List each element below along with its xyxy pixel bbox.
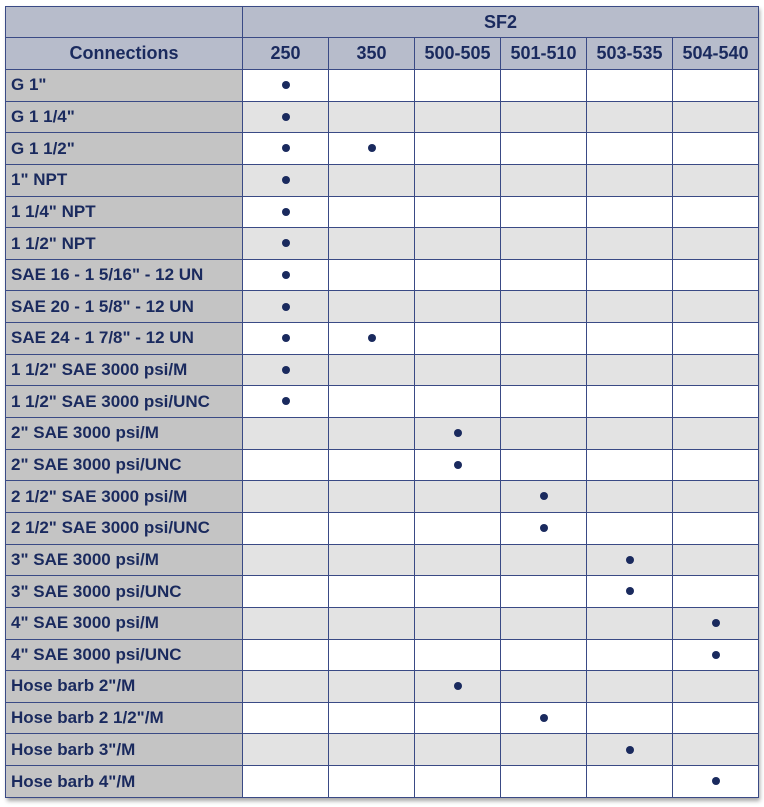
table-cell-250 xyxy=(243,323,329,355)
table-cell-350 xyxy=(329,101,415,133)
row-label: 3" SAE 3000 psi/M xyxy=(6,544,243,576)
table-cell-504-540 xyxy=(673,196,759,228)
availability-dot-icon xyxy=(282,397,290,405)
table-cell-250 xyxy=(243,418,329,450)
table-body xyxy=(6,70,759,798)
table-cell-503-535 xyxy=(587,133,673,165)
table-cell-350 xyxy=(329,164,415,196)
table-cell-350 xyxy=(329,259,415,291)
row-label: 1 1/2" SAE 3000 psi/UNC xyxy=(6,386,243,418)
table-cell-504-540 xyxy=(673,323,759,355)
column-header-503-535: 503-535 xyxy=(587,38,673,70)
row-label: 1 1/2" SAE 3000 psi/M xyxy=(6,354,243,386)
table-row xyxy=(6,101,759,133)
table-cell-503-535 xyxy=(587,418,673,450)
table-cell-504-540 xyxy=(673,639,759,671)
table-row xyxy=(6,702,759,734)
table-cell-350 xyxy=(329,70,415,102)
table-cell-501-510 xyxy=(501,133,587,165)
table-cell-250 xyxy=(243,576,329,608)
table-cell-501-510 xyxy=(501,512,587,544)
table-cell-350 xyxy=(329,671,415,703)
table-cell-501-510 xyxy=(501,607,587,639)
availability-dot-icon xyxy=(282,366,290,374)
table-row xyxy=(6,449,759,481)
table-cell-504-540 xyxy=(673,259,759,291)
table-cell-250 xyxy=(243,164,329,196)
availability-dot-icon xyxy=(282,271,290,279)
table-cell-350 xyxy=(329,354,415,386)
table-cell-501-510 xyxy=(501,228,587,260)
table-cell-350 xyxy=(329,418,415,450)
table-row xyxy=(6,607,759,639)
table-cell-500-505 xyxy=(415,607,501,639)
table-cell-500-505 xyxy=(415,639,501,671)
table-cell-500-505 xyxy=(415,544,501,576)
table-cell-503-535 xyxy=(587,101,673,133)
table-cell-501-510 xyxy=(501,639,587,671)
availability-dot-icon xyxy=(282,113,290,121)
availability-dot-icon xyxy=(540,492,548,500)
table-row xyxy=(6,133,759,165)
table-cell-350 xyxy=(329,386,415,418)
table-cell-500-505 xyxy=(415,291,501,323)
availability-dot-icon xyxy=(368,144,376,152)
table-cell-504-540 xyxy=(673,133,759,165)
table-cell-350 xyxy=(329,734,415,766)
row-label: 4" SAE 3000 psi/UNC xyxy=(6,639,243,671)
availability-dot-icon xyxy=(626,587,634,595)
table-cell-350 xyxy=(329,607,415,639)
table-cell-504-540 xyxy=(673,101,759,133)
table-cell-501-510 xyxy=(501,291,587,323)
table-cell-504-540 xyxy=(673,164,759,196)
table-cell-500-505 xyxy=(415,386,501,418)
row-label: SAE 20 - 1 5/8" - 12 UN xyxy=(6,291,243,323)
availability-dot-icon xyxy=(454,461,462,469)
table-cell-250 xyxy=(243,734,329,766)
table-cell-503-535 xyxy=(587,259,673,291)
group-header-row xyxy=(6,7,759,38)
table-cell-350 xyxy=(329,291,415,323)
table-cell-500-505 xyxy=(415,101,501,133)
table-row xyxy=(6,291,759,323)
table-cell-350 xyxy=(329,576,415,608)
table-cell-501-510 xyxy=(501,164,587,196)
row-label: Hose barb 3"/M xyxy=(6,734,243,766)
table-cell-503-535 xyxy=(587,512,673,544)
table-row xyxy=(6,512,759,544)
table-row xyxy=(6,544,759,576)
row-label: 2" SAE 3000 psi/UNC xyxy=(6,449,243,481)
table-cell-501-510 xyxy=(501,481,587,513)
availability-dot-icon xyxy=(712,619,720,627)
table-cell-503-535 xyxy=(587,354,673,386)
availability-dot-icon xyxy=(626,746,634,754)
table-cell-250 xyxy=(243,481,329,513)
table-cell-500-505 xyxy=(415,671,501,703)
table-row xyxy=(6,323,759,355)
table-row xyxy=(6,386,759,418)
table-cell-250 xyxy=(243,354,329,386)
table-cell-500-505 xyxy=(415,228,501,260)
table-cell-504-540 xyxy=(673,354,759,386)
table-cell-500-505 xyxy=(415,196,501,228)
table-cell-501-510 xyxy=(501,259,587,291)
table-cell-250 xyxy=(243,639,329,671)
table-row xyxy=(6,354,759,386)
table-cell-250 xyxy=(243,386,329,418)
table-cell-503-535 xyxy=(587,481,673,513)
column-header-row xyxy=(6,38,759,70)
table-cell-504-540 xyxy=(673,766,759,798)
column-header-501-510: 501-510 xyxy=(501,38,587,70)
table-cell-500-505 xyxy=(415,702,501,734)
table-cell-503-535 xyxy=(587,734,673,766)
row-label: 1 1/4" NPT xyxy=(6,196,243,228)
table-cell-500-505 xyxy=(415,70,501,102)
table-row xyxy=(6,70,759,102)
table-cell-504-540 xyxy=(673,512,759,544)
table-row xyxy=(6,259,759,291)
availability-dot-icon xyxy=(454,429,462,437)
table-cell-501-510 xyxy=(501,323,587,355)
table-cell-503-535 xyxy=(587,291,673,323)
availability-dot-icon xyxy=(282,334,290,342)
table-cell-250 xyxy=(243,228,329,260)
table-row xyxy=(6,481,759,513)
table-cell-500-505 xyxy=(415,418,501,450)
table-cell-504-540 xyxy=(673,671,759,703)
column-header-250: 250 xyxy=(243,38,329,70)
table-cell-250 xyxy=(243,196,329,228)
table-row xyxy=(6,164,759,196)
table-cell-500-505 xyxy=(415,449,501,481)
table-cell-503-535 xyxy=(587,386,673,418)
row-label: 4" SAE 3000 psi/M xyxy=(6,607,243,639)
table-cell-503-535 xyxy=(587,228,673,260)
table-cell-504-540 xyxy=(673,70,759,102)
table-cell-503-535 xyxy=(587,70,673,102)
row-label: 2 1/2" SAE 3000 psi/UNC xyxy=(6,512,243,544)
table-cell-501-510 xyxy=(501,70,587,102)
table-cell-500-505 xyxy=(415,734,501,766)
table-cell-501-510 xyxy=(501,101,587,133)
table-cell-250 xyxy=(243,291,329,323)
table-cell-250 xyxy=(243,607,329,639)
availability-dot-icon xyxy=(454,682,462,690)
column-header-350: 350 xyxy=(329,38,415,70)
row-label: SAE 24 - 1 7/8" - 12 UN xyxy=(6,323,243,355)
table-cell-250 xyxy=(243,449,329,481)
group-header-sf2: SF2 xyxy=(243,7,759,38)
table-cell-503-535 xyxy=(587,544,673,576)
table-cell-504-540 xyxy=(673,449,759,481)
table-row xyxy=(6,196,759,228)
table-cell-503-535 xyxy=(587,576,673,608)
group-header-blank xyxy=(6,7,243,38)
row-label: Hose barb 2"/M xyxy=(6,671,243,703)
table-cell-504-540 xyxy=(673,734,759,766)
column-header-500-505: 500-505 xyxy=(415,38,501,70)
table-cell-504-540 xyxy=(673,544,759,576)
availability-dot-icon xyxy=(282,176,290,184)
availability-dot-icon xyxy=(626,556,634,564)
availability-dot-icon xyxy=(712,651,720,659)
table-cell-504-540 xyxy=(673,702,759,734)
table-cell-350 xyxy=(329,323,415,355)
table-cell-504-540 xyxy=(673,576,759,608)
row-label: G 1" xyxy=(6,70,243,102)
table-cell-504-540 xyxy=(673,481,759,513)
row-label: Hose barb 4"/M xyxy=(6,766,243,798)
table-cell-500-505 xyxy=(415,164,501,196)
availability-dot-icon xyxy=(282,208,290,216)
table-cell-250 xyxy=(243,512,329,544)
table-cell-504-540 xyxy=(673,228,759,260)
availability-dot-icon xyxy=(282,303,290,311)
table-cell-350 xyxy=(329,544,415,576)
table-cell-503-535 xyxy=(587,323,673,355)
table-cell-503-535 xyxy=(587,449,673,481)
table-cell-350 xyxy=(329,512,415,544)
table-cell-500-505 xyxy=(415,481,501,513)
table-cell-503-535 xyxy=(587,639,673,671)
column-header-connections: Connections xyxy=(6,38,243,70)
table-cell-500-505 xyxy=(415,323,501,355)
table-cell-350 xyxy=(329,133,415,165)
table-cell-350 xyxy=(329,449,415,481)
table-cell-501-510 xyxy=(501,576,587,608)
table-cell-350 xyxy=(329,228,415,260)
availability-dot-icon xyxy=(368,334,376,342)
table-row xyxy=(6,576,759,608)
table-cell-500-505 xyxy=(415,576,501,608)
table-cell-504-540 xyxy=(673,418,759,450)
table-cell-350 xyxy=(329,702,415,734)
table-cell-500-505 xyxy=(415,133,501,165)
row-label: G 1 1/4" xyxy=(6,101,243,133)
table-cell-501-510 xyxy=(501,354,587,386)
table-row xyxy=(6,639,759,671)
table-cell-503-535 xyxy=(587,671,673,703)
table-cell-504-540 xyxy=(673,607,759,639)
availability-dot-icon xyxy=(282,144,290,152)
row-label: SAE 16 - 1 5/16" - 12 UN xyxy=(6,259,243,291)
table-cell-350 xyxy=(329,639,415,671)
availability-dot-icon xyxy=(282,239,290,247)
table-cell-501-510 xyxy=(501,196,587,228)
table-cell-501-510 xyxy=(501,671,587,703)
table-cell-503-535 xyxy=(587,702,673,734)
table-cell-250 xyxy=(243,544,329,576)
table-cell-250 xyxy=(243,70,329,102)
table-cell-250 xyxy=(243,702,329,734)
row-label: G 1 1/2" xyxy=(6,133,243,165)
availability-dot-icon xyxy=(540,524,548,532)
table-row xyxy=(6,766,759,798)
availability-dot-icon xyxy=(712,777,720,785)
table-cell-250 xyxy=(243,671,329,703)
table-cell-250 xyxy=(243,259,329,291)
table-cell-250 xyxy=(243,766,329,798)
row-label: 3" SAE 3000 psi/UNC xyxy=(6,576,243,608)
table-cell-500-505 xyxy=(415,354,501,386)
table-cell-503-535 xyxy=(587,607,673,639)
table-cell-350 xyxy=(329,766,415,798)
table-cell-504-540 xyxy=(673,291,759,323)
connections-table xyxy=(5,6,759,798)
table-cell-503-535 xyxy=(587,766,673,798)
row-label: 1" NPT xyxy=(6,164,243,196)
row-label: 2" SAE 3000 psi/M xyxy=(6,418,243,450)
connections-table-container xyxy=(5,6,758,798)
row-label: 1 1/2" NPT xyxy=(6,228,243,260)
table-cell-250 xyxy=(243,101,329,133)
table-cell-503-535 xyxy=(587,196,673,228)
table-cell-350 xyxy=(329,196,415,228)
row-label: Hose barb 2 1/2"/M xyxy=(6,702,243,734)
table-row xyxy=(6,228,759,260)
table-row xyxy=(6,418,759,450)
table-row xyxy=(6,671,759,703)
availability-dot-icon xyxy=(282,81,290,89)
table-cell-250 xyxy=(243,133,329,165)
row-label: 2 1/2" SAE 3000 psi/M xyxy=(6,481,243,513)
column-header-504-540: 504-540 xyxy=(673,38,759,70)
table-cell-501-510 xyxy=(501,544,587,576)
table-cell-500-505 xyxy=(415,259,501,291)
table-cell-350 xyxy=(329,481,415,513)
table-cell-504-540 xyxy=(673,386,759,418)
table-cell-500-505 xyxy=(415,512,501,544)
table-cell-501-510 xyxy=(501,702,587,734)
table-cell-501-510 xyxy=(501,449,587,481)
table-cell-503-535 xyxy=(587,164,673,196)
table-cell-501-510 xyxy=(501,734,587,766)
availability-dot-icon xyxy=(540,714,548,722)
table-row xyxy=(6,734,759,766)
table-cell-501-510 xyxy=(501,386,587,418)
table-cell-501-510 xyxy=(501,418,587,450)
table-cell-501-510 xyxy=(501,766,587,798)
table-cell-500-505 xyxy=(415,766,501,798)
